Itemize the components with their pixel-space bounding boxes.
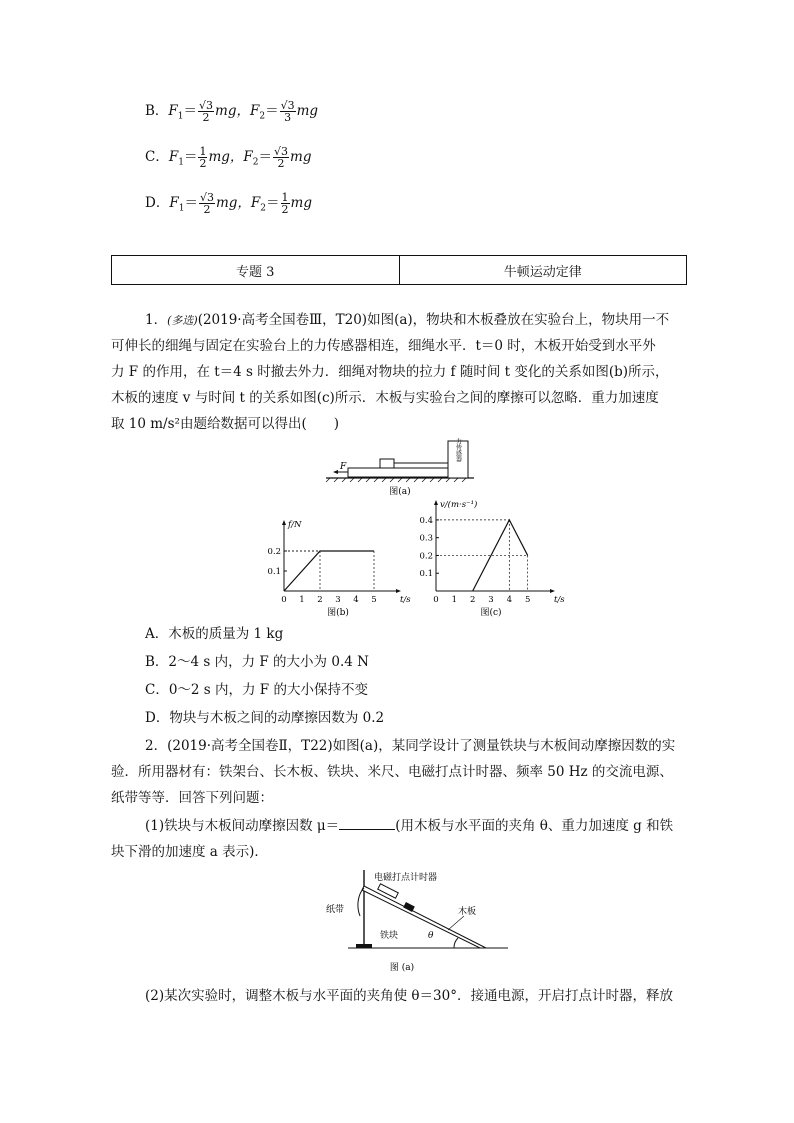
opt-label: D． [145, 195, 170, 211]
f1-fraction: $\frac{√3}{2}$ [199, 99, 214, 124]
q1-tag: (多选) [167, 314, 198, 327]
option-b-prev: B．$F_1=$ $\frac{√3}{2}$ mg，$F_2=$ $\frac{√3}{3}$ mg [145, 99, 319, 124]
q2-sub1-a: (1)铁块与木板间动摩擦因数 μ＝ [145, 818, 340, 834]
q2-sub1 [145, 814, 673, 838]
q1-figure-a [320, 438, 480, 500]
q1-option-a: A．木板的质量为 1 kg [145, 626, 284, 642]
stand-base [356, 944, 372, 948]
sensor-label: 力传感器 [454, 438, 462, 462]
q2-text1: 如图(a)，某同学设计了测量铁块与木板间动摩擦因数的实 [332, 738, 676, 754]
force-arrowhead [333, 470, 338, 474]
x-tick-label: 5 [371, 595, 377, 605]
q1-line5: 取 10 m/s²由题给数据可以得出( ) [111, 416, 339, 432]
force-label: F [340, 462, 347, 472]
x-tick-label: 5 [524, 595, 531, 605]
q2-figure-a [318, 866, 508, 978]
chart-caption: 图(c) [480, 608, 502, 618]
x-axis-label: t/s [554, 595, 565, 605]
y-tick-label: 0.1 [419, 569, 433, 580]
answer-blank[interactable] [339, 815, 395, 830]
q2-line3: 纸带等等．回答下列问题： [111, 790, 273, 806]
y-arrow [282, 520, 286, 525]
y-axis-label: f/N [288, 520, 302, 530]
f2-fraction: $\frac{1}{2}$ [281, 191, 289, 216]
f1-fraction: $\frac{√3}{2}$ [199, 191, 214, 216]
block-rect [380, 459, 394, 468]
x-tick-label: 3 [488, 595, 494, 605]
x-tick-label: 1 [451, 595, 458, 605]
board-rect [348, 468, 448, 477]
q2-sub1-b: (用木板与水平面的夹角 θ、重力加速度 g 和铁 [395, 818, 674, 834]
opt-label: C． [145, 149, 169, 165]
ground-hatch [326, 478, 466, 482]
x-tick-label: 2 [317, 595, 323, 605]
f2-fraction: $\frac{√3}{3}$ [280, 99, 295, 124]
y-tick-label: 0.3 [419, 533, 433, 544]
q1-option-c: C．0～2 s 内，力 F 的大小保持不变 [145, 682, 368, 698]
q2-number: 2． [145, 738, 168, 754]
x-tick-label: 3 [335, 595, 341, 605]
x-tick-label: 4 [353, 595, 359, 605]
y-tick-label: 0.2 [419, 551, 433, 562]
chart-c [410, 500, 570, 618]
timer-label: 电磁打点计时器 [374, 873, 438, 883]
board-leader [448, 916, 464, 930]
x-tick-label: 0 [281, 595, 287, 605]
q2-line2: 验．所用器材有：铁架台、长木板、铁块、米尺、电磁打点计时器、频率 50 Hz 的交流电源、 [111, 764, 673, 780]
option-c-prev: C．$F_1=$ $\frac{1}{2}$ mg，$F_2=$ $\frac{√3}{2}$ mg [145, 145, 312, 170]
q1-number: 1． [145, 312, 168, 328]
x-tick-label: 0 [433, 595, 439, 605]
y-axis-label: v/(m·s⁻¹) [440, 500, 478, 510]
theta-label: θ [428, 931, 434, 941]
option-d-prev: D．$F_1=$ $\frac{√3}{2}$ mg，$F_2=$ $\frac{1}{2}$ mg [145, 191, 312, 216]
q2-sub1-c: 块下滑的加速度 a 表示)． [111, 844, 268, 860]
topic-number: 专题 3 [236, 264, 275, 280]
tape-label: 纸带 [326, 905, 345, 915]
x-arrow [550, 589, 555, 593]
topic-header-table [111, 255, 687, 285]
x-tick-label: 2 [469, 595, 476, 605]
x-tick-label: 1 [299, 595, 305, 605]
series-line-f [284, 551, 374, 591]
q2-source: (2019·高考全国卷Ⅱ，T22) [167, 738, 333, 754]
q1-line1 [145, 308, 669, 333]
y-tick-label: 0.2 [267, 547, 281, 557]
q1-line2: 可伸长的细绳与固定在实验台上的力传感器相连，细绳水平．t＝0 时，木板开始受到水平外 [111, 338, 656, 354]
theta-arc [454, 938, 458, 948]
q1-option-b: B．2～4 s 内，力 F 的大小为 0.4 N [145, 654, 369, 670]
q2-sub2: (2)某次实验时，调整木板与水平面的夹角使 θ＝30°．接通电源，开启打点计时器，释放 [145, 988, 673, 1004]
opt-label: B． [145, 103, 169, 119]
q1-option-d: D．物块与木板之间的动摩擦因数为 0.2 [145, 710, 385, 726]
x-axis-label: t/s [400, 595, 411, 605]
q2-fig-caption: 图 (a) [389, 963, 415, 973]
paper-tape [358, 888, 364, 916]
block-label: 铁块 [380, 931, 399, 941]
chart-b [262, 515, 412, 618]
f1-fraction: $\frac{1}{2}$ [199, 145, 207, 170]
q2-line1 [145, 734, 675, 758]
q1-text1: 如图(a)，物块和木板叠放在实验台上，物块用一不 [367, 312, 670, 328]
q1-line4: 木板的速度 v 与时间 t 的关系如图(c)所示．木板与实验台之间的摩擦可以忽略．重力加速度 [111, 390, 659, 406]
topic-title: 牛顿运动定律 [399, 256, 687, 284]
x-arrow [396, 589, 401, 593]
fig-a-caption: 图(a) [389, 487, 411, 497]
x-tick-label: 4 [506, 595, 513, 605]
f2-fraction: $\frac{√3}{2}$ [274, 145, 289, 170]
chart-caption: 图(b) [327, 608, 349, 618]
q1-source: (2019·高考全国卷Ⅲ，T20) [197, 312, 368, 328]
y-arrow [434, 500, 438, 505]
y-tick-label: 0.1 [267, 567, 281, 577]
board-label: 木板 [458, 907, 477, 917]
q1-line3: 力 F 的作用，在 t＝4 s 时撤去外力．细绳对物块的拉力 f 随时间 t 变化的关系如图(b)所示， [111, 364, 669, 380]
y-tick-label: 0.4 [419, 515, 433, 526]
